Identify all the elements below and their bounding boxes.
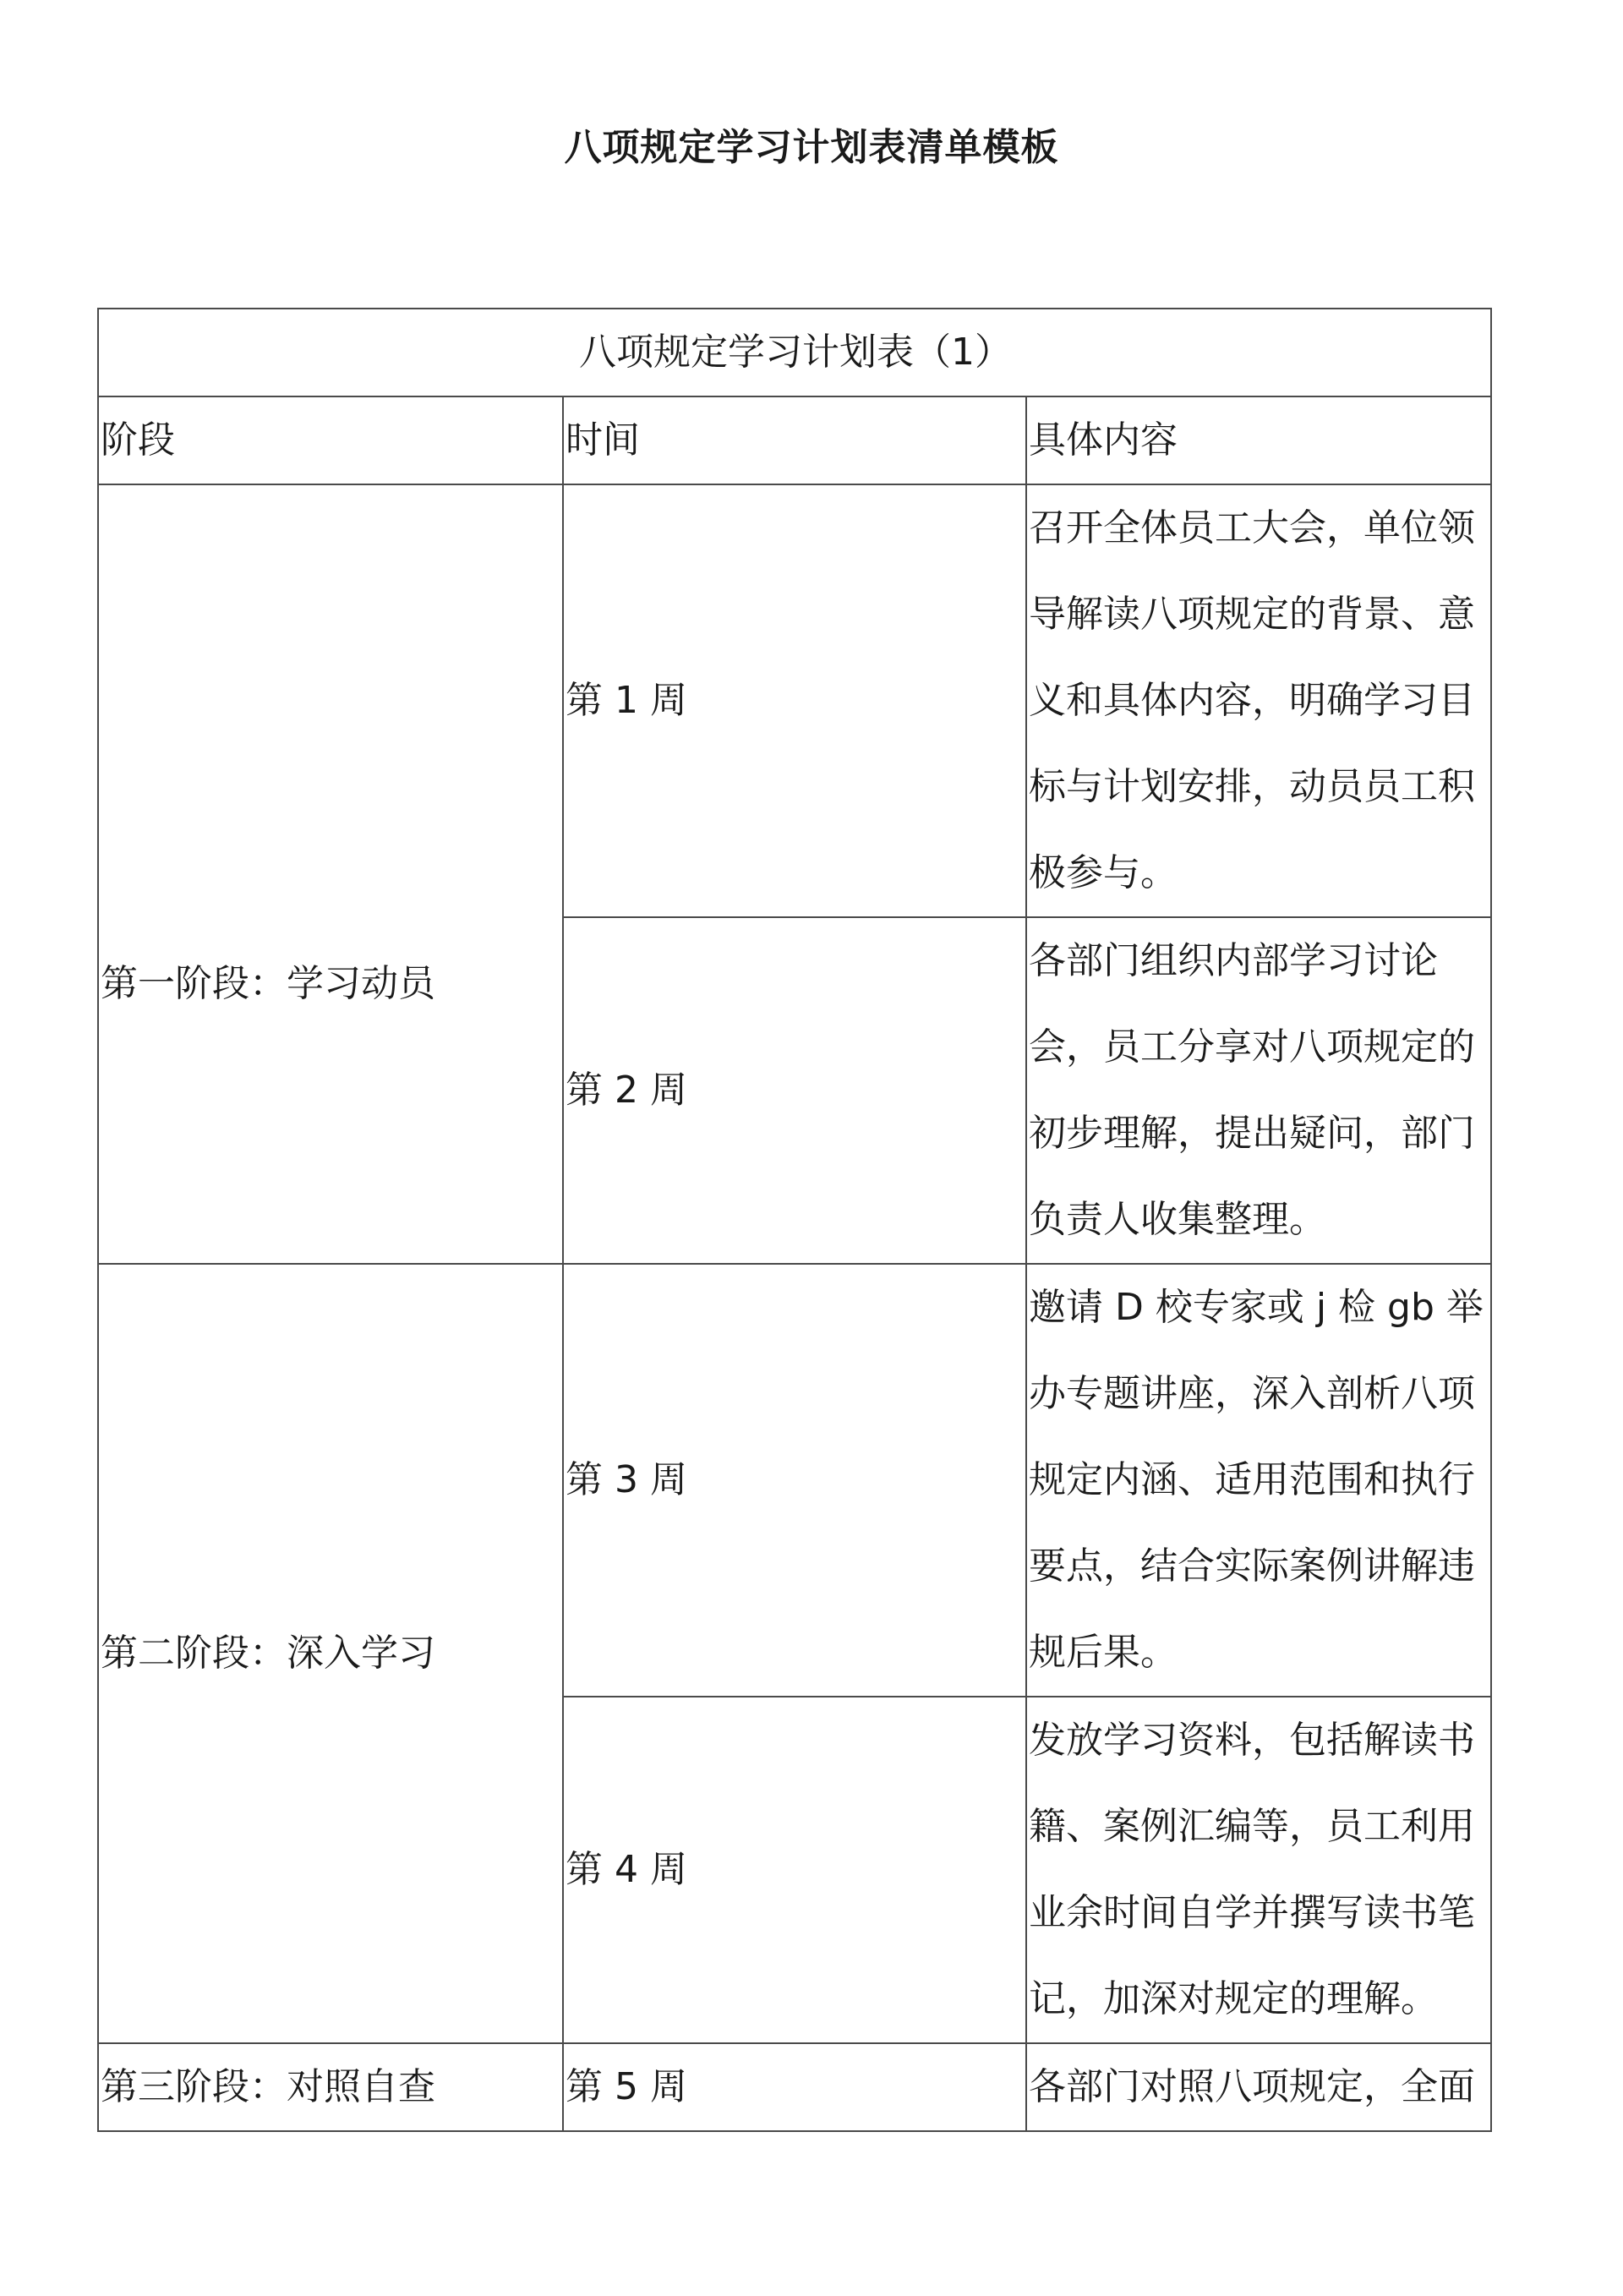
content-cell: 各部门组织内部学习讨论会，员工分享对八项规定的初步理解，提出疑问，部门负责人收集整理。 xyxy=(1026,917,1491,1264)
document-title: 八项规定学习计划表清单模板 xyxy=(564,126,1059,169)
content-cell: 各部门对照八项规定，全面 xyxy=(1026,2043,1491,2131)
table-caption: 八项规定学习计划表（1） xyxy=(98,309,1491,396)
week-cell: 第 1 周 xyxy=(563,484,1026,917)
table-caption-row xyxy=(98,309,1491,396)
table-row xyxy=(98,2043,1491,2131)
content-cell: 邀请 D 校专家或 j 检 gb 举办专题讲座，深入剖析八项规定内涵、适用范围和执行要点，结合实际案例讲解违规后果。 xyxy=(1026,1264,1491,1697)
week-cell: 第 5 周 xyxy=(563,2043,1026,2131)
stage-cell: 第一阶段：学习动员 xyxy=(98,484,563,1264)
week-cell: 第 4 周 xyxy=(563,1697,1026,2043)
table-row xyxy=(98,1264,1491,1697)
week-cell: 第 3 周 xyxy=(563,1264,1026,1697)
header-time: 时间 xyxy=(563,396,1026,484)
table-header-row xyxy=(98,396,1491,484)
stage-cell: 第三阶段：对照自查 xyxy=(98,2043,563,2131)
stage-cell: 第二阶段：深入学习 xyxy=(98,1264,563,2043)
week-cell: 第 2 周 xyxy=(563,917,1026,1264)
content-cell: 发放学习资料，包括解读书籍、案例汇编等，员工利用业余时间自学并撰写读书笔记，加深对规定的理解。 xyxy=(1026,1697,1491,2043)
study-plan-table xyxy=(97,308,1492,2132)
header-stage: 阶段 xyxy=(98,396,563,484)
table-row xyxy=(98,484,1491,917)
content-cell: 召开全体员工大会，单位领导解读八项规定的背景、意义和具体内容，明确学习目标与计划安排，动员员工积极参与。 xyxy=(1026,484,1491,917)
header-content: 具体内容 xyxy=(1026,396,1491,484)
